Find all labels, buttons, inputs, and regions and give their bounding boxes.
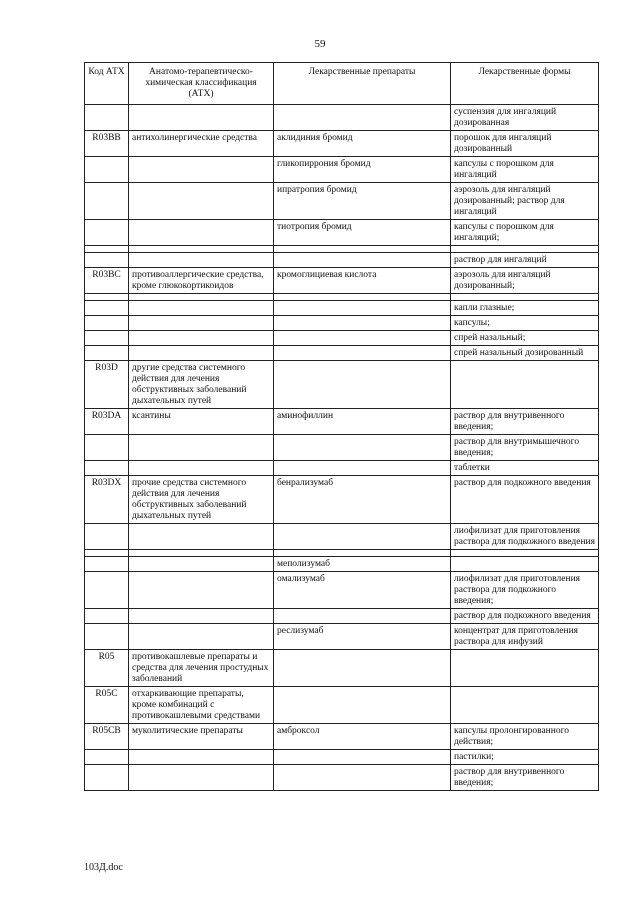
cell-code: R03DX <box>85 476 129 524</box>
cell-classification <box>129 246 274 253</box>
cell-form: раствор для внутривенного введения; <box>451 765 599 791</box>
cell-classification <box>129 301 274 316</box>
cell-form: концентрат для приготовления раствора для инфузий <box>451 624 599 650</box>
cell-form: лиофилизат для приготовления раствора для подкожного введения <box>451 524 599 550</box>
cell-code <box>85 346 129 361</box>
table-row <box>85 557 599 572</box>
cell-form: капли глазные; <box>451 301 599 316</box>
cell-code <box>85 220 129 246</box>
cell-form <box>451 550 599 557</box>
cell-drug <box>274 765 451 791</box>
cell-drug: кромоглициевая кислота <box>274 268 451 294</box>
cell-classification <box>129 750 274 765</box>
cell-code: R05 <box>85 650 129 687</box>
cell-drug <box>274 253 451 268</box>
cell-drug: омализумаб <box>274 572 451 609</box>
header-drugs: Лекарственные препараты <box>274 63 451 105</box>
cell-form: спрей назальный дозированный <box>451 346 599 361</box>
cell-classification <box>129 316 274 331</box>
cell-drug <box>274 294 451 301</box>
cell-form: порошок для ингаляций дозированный <box>451 131 599 157</box>
table-row <box>85 346 599 361</box>
cell-form: раствор для внутримышечного введения; <box>451 435 599 461</box>
cell-drug <box>274 650 451 687</box>
cell-drug: ипратропия бромид <box>274 183 451 220</box>
table-row <box>85 609 599 624</box>
cell-classification <box>129 105 274 131</box>
cell-drug <box>274 435 451 461</box>
cell-form: аэрозоль для ингаляций дозированный; раствор для ингаляций <box>451 183 599 220</box>
cell-drug <box>274 346 451 361</box>
table-row <box>85 253 599 268</box>
cell-classification <box>129 157 274 183</box>
cell-code <box>85 301 129 316</box>
cell-drug <box>274 331 451 346</box>
cell-form <box>451 294 599 301</box>
cell-drug: амброксол <box>274 724 451 750</box>
cell-classification: антихолинергические средства <box>129 131 274 157</box>
cell-drug <box>274 105 451 131</box>
cell-form <box>451 650 599 687</box>
cell-code <box>85 572 129 609</box>
table-row <box>85 105 599 131</box>
cell-classification <box>129 550 274 557</box>
cell-classification <box>129 294 274 301</box>
table-row <box>85 476 599 524</box>
cell-classification <box>129 331 274 346</box>
cell-drug: аклидиния бромид <box>274 131 451 157</box>
cell-code: R03BC <box>85 268 129 294</box>
cell-classification <box>129 253 274 268</box>
cell-form: капсулы с порошком для ингаляций <box>451 157 599 183</box>
cell-code: R03BB <box>85 131 129 157</box>
table-row <box>85 316 599 331</box>
table-row <box>85 268 599 294</box>
cell-classification <box>129 220 274 246</box>
header-code: Код АТХ <box>85 63 129 105</box>
table-row <box>85 765 599 791</box>
cell-form: раствор для подкожного введения <box>451 609 599 624</box>
cell-drug: тиотропия бромид <box>274 220 451 246</box>
cell-code <box>85 253 129 268</box>
cell-classification: ксантины <box>129 409 274 435</box>
table-row <box>85 724 599 750</box>
cell-form: суспензия для ингаляций дозированная <box>451 105 599 131</box>
table-row <box>85 750 599 765</box>
cell-code: R05CB <box>85 724 129 750</box>
cell-drug <box>274 301 451 316</box>
table-row <box>85 435 599 461</box>
cell-form: аэрозоль для ингаляций дозированный; <box>451 268 599 294</box>
cell-form: раствор для ингаляций <box>451 253 599 268</box>
cell-classification <box>129 624 274 650</box>
cell-code <box>85 331 129 346</box>
cell-drug: гликопиррония бромид <box>274 157 451 183</box>
cell-drug: бенрализумаб <box>274 476 451 524</box>
page-number: 59 <box>314 38 326 50</box>
cell-code: R03DA <box>85 409 129 435</box>
cell-drug <box>274 316 451 331</box>
cell-classification: противокашлевые препараты и средства для лечения простудных заболеваний <box>129 650 274 687</box>
table-row <box>85 461 599 476</box>
header-forms: Лекарственные формы <box>451 63 599 105</box>
cell-form: пастилки; <box>451 750 599 765</box>
cell-drug <box>274 609 451 624</box>
cell-classification: отхаркивающие препараты, кроме комбинаций с противокашлевыми средствами <box>129 687 274 724</box>
cell-code: R05C <box>85 687 129 724</box>
table-row <box>85 157 599 183</box>
cell-drug: меполизумаб <box>274 557 451 572</box>
cell-code <box>85 316 129 331</box>
cell-code <box>85 294 129 301</box>
cell-classification <box>129 557 274 572</box>
atx-table <box>84 62 599 791</box>
cell-drug: реслизумаб <box>274 624 451 650</box>
cell-code <box>85 750 129 765</box>
cell-code <box>85 624 129 650</box>
table-header-row <box>85 63 599 105</box>
footer-filename: 103Д.doc <box>84 862 123 873</box>
cell-code <box>85 524 129 550</box>
cell-form: капсулы с порошком для ингаляций; <box>451 220 599 246</box>
cell-classification <box>129 765 274 791</box>
cell-code <box>85 435 129 461</box>
cell-drug <box>274 461 451 476</box>
cell-drug <box>274 361 451 409</box>
cell-drug <box>274 550 451 557</box>
cell-form <box>451 687 599 724</box>
cell-drug <box>274 524 451 550</box>
cell-classification: муколитические препараты <box>129 724 274 750</box>
table-row <box>85 331 599 346</box>
cell-code <box>85 557 129 572</box>
cell-code <box>85 461 129 476</box>
header-classification: Анатомо-терапевтическо-химическая классификация (АТХ) <box>129 63 274 105</box>
table-row <box>85 650 599 687</box>
cell-code <box>85 183 129 220</box>
cell-classification <box>129 524 274 550</box>
table-row <box>85 687 599 724</box>
table-row <box>85 131 599 157</box>
cell-form: лиофилизат для приготовления раствора для подкожного введения; <box>451 572 599 609</box>
cell-code <box>85 550 129 557</box>
cell-code <box>85 765 129 791</box>
table-row <box>85 183 599 220</box>
cell-classification <box>129 609 274 624</box>
cell-code <box>85 157 129 183</box>
cell-drug: аминофиллин <box>274 409 451 435</box>
cell-form: раствор для подкожного введения <box>451 476 599 524</box>
cell-code <box>85 609 129 624</box>
cell-form <box>451 361 599 409</box>
table-row <box>85 524 599 550</box>
table-row <box>85 294 599 301</box>
cell-classification <box>129 346 274 361</box>
cell-classification: другие средства системного действия для лечения обструктивных заболеваний дыхательных путей <box>129 361 274 409</box>
cell-classification: прочие средства системного действия для лечения обструктивных заболеваний дыхательных путей <box>129 476 274 524</box>
cell-code <box>85 246 129 253</box>
cell-code: R03D <box>85 361 129 409</box>
cell-form: капсулы пролонгированного действия; <box>451 724 599 750</box>
table-row <box>85 220 599 246</box>
cell-code <box>85 105 129 131</box>
table-row <box>85 361 599 409</box>
cell-classification <box>129 183 274 220</box>
cell-form <box>451 557 599 572</box>
cell-drug <box>274 750 451 765</box>
cell-classification: противоаллергические средства, кроме глюкокортикоидов <box>129 268 274 294</box>
table-row <box>85 301 599 316</box>
cell-form <box>451 246 599 253</box>
cell-drug <box>274 246 451 253</box>
table-row <box>85 624 599 650</box>
cell-form: раствор для внутривенного введения; <box>451 409 599 435</box>
table-row <box>85 550 599 557</box>
cell-form: капсулы; <box>451 316 599 331</box>
cell-form: спрей назальный; <box>451 331 599 346</box>
table-row <box>85 246 599 253</box>
table-row <box>85 409 599 435</box>
cell-classification <box>129 461 274 476</box>
cell-drug <box>274 687 451 724</box>
cell-classification <box>129 572 274 609</box>
cell-classification <box>129 435 274 461</box>
cell-form: таблетки <box>451 461 599 476</box>
table-row <box>85 572 599 609</box>
